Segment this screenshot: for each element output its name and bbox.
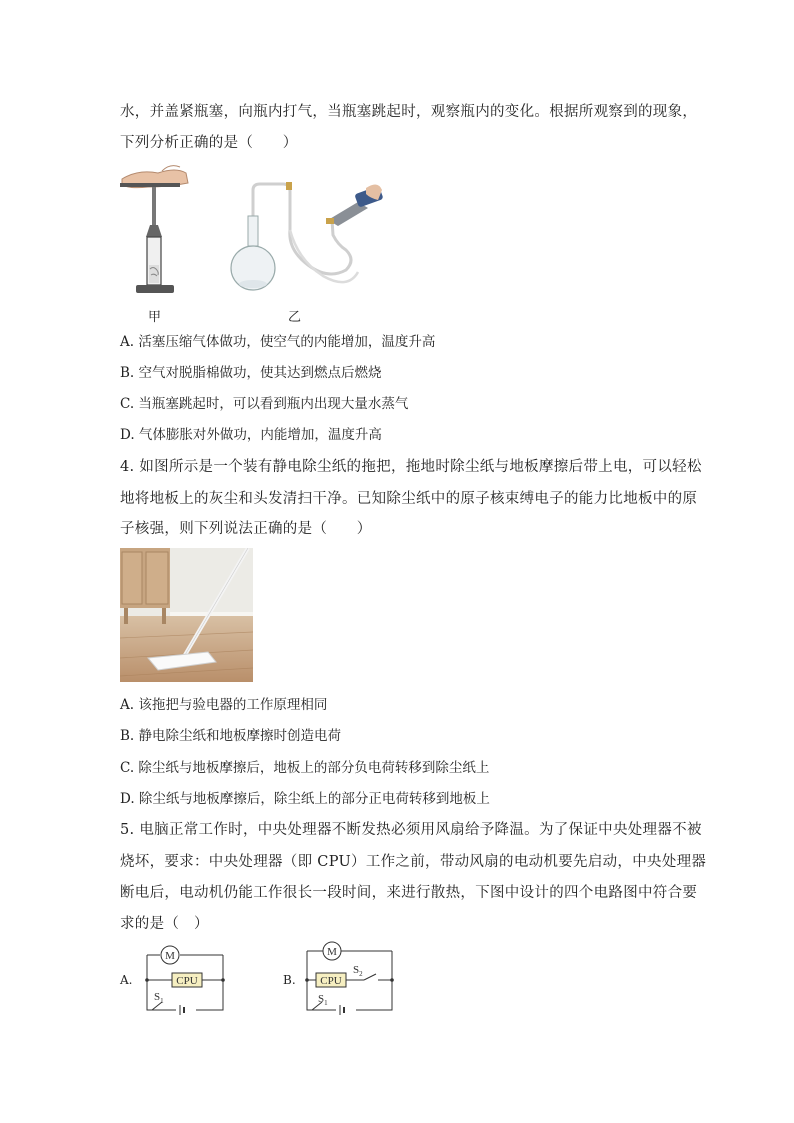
- q4-option-a: A. 该拖把与验电器的工作原理相同: [120, 697, 328, 713]
- svg-text:S1: [154, 991, 164, 1005]
- circuit-b-diagram: [300, 936, 400, 1020]
- q4-option-b: B. 静电除尘纸和地板摩擦时创造电荷: [120, 728, 342, 744]
- q4-option-c: C. 除尘纸与地板摩擦后，地板上的部分负电荷转移到除尘纸上: [120, 760, 490, 776]
- circuit-a-diagram: [140, 940, 240, 1020]
- circuit-b-motor-label: M: [327, 946, 337, 958]
- q4-stem-line2: 地将地板上的灰尘和头发清扫干净。已知除尘纸中的原子核束缚电子的能力比地板中的原: [120, 491, 698, 507]
- q4-stem-line3: 子核强，则下列说法正确的是（ ）: [120, 521, 372, 537]
- circuit-a-motor-label: M: [165, 950, 175, 962]
- flask-pump-figure: [228, 180, 383, 305]
- q3-option-a: A. 活塞压缩气体做功，使空气的内能增加，温度升高: [120, 334, 436, 350]
- circuit-b-switch1-label: S: [318, 993, 325, 1005]
- circuit-a-cpu-label: CPU: [176, 975, 198, 987]
- q5-stem-line4: 求的是（ ）: [120, 916, 209, 932]
- circuit-b-switch2-sub: 2: [359, 970, 363, 978]
- circuit-b-switch2-label: S: [353, 964, 360, 976]
- q3-stem-line1: 水，并盖紧瓶塞，向瓶内打气，当瓶塞跳起时，观察瓶内的变化。根据所观察到的现象，: [120, 104, 698, 120]
- mop-photo: [120, 548, 253, 682]
- svg-text:S1: [318, 993, 328, 1007]
- q4-option-d: D. 除尘纸与地板摩擦后，除尘纸上的部分正电荷转移到地板上: [120, 791, 490, 807]
- q4-stem-line1: 4. 如图所示是一个装有静电除尘纸的拖把，拖地时除尘纸与地板摩擦后带上电，可以轻松: [120, 459, 702, 475]
- circuit-a-label: A.: [120, 973, 133, 987]
- circuit-b-label: B.: [283, 973, 296, 987]
- q3-option-b: B. 空气对脱脂棉做功，使其达到燃点后燃烧: [120, 365, 382, 381]
- figure-label-yi: 乙: [288, 310, 302, 325]
- circuit-a-switch1-label: S: [154, 991, 161, 1003]
- circuit-b-switch1-sub: 1: [324, 999, 328, 1007]
- q5-stem-line2: 烧坏，要求：中央处理器（即 CPU）工作之前，带动风扇的电动机要先启动，中央处理器: [120, 854, 707, 870]
- piston-apparatus-figure: [118, 165, 194, 300]
- q5-stem-line3: 断电后，电动机仍能工作很长一段时间，来进行散热，下图中设计的四个电路图中符合要: [120, 885, 698, 901]
- q3-stem-line2: 下列分析正确的是（ ）: [120, 135, 298, 151]
- circuit-b-cpu-label: CPU: [320, 975, 342, 987]
- q5-stem-line1: 5. 电脑正常工作时，中央处理器不断发热必须用风扇给予降温。为了保证中央处理器不被: [120, 822, 702, 838]
- svg-text:S2: [353, 964, 363, 978]
- figure-label-jia: 甲: [148, 310, 162, 325]
- q3-option-c: C. 当瓶塞跳起时，可以看到瓶内出现大量水蒸气: [120, 396, 409, 412]
- q3-option-d: D. 气体膨胀对外做功，内能增加，温度升高: [120, 427, 382, 443]
- circuit-a-switch1-sub: 1: [160, 997, 164, 1005]
